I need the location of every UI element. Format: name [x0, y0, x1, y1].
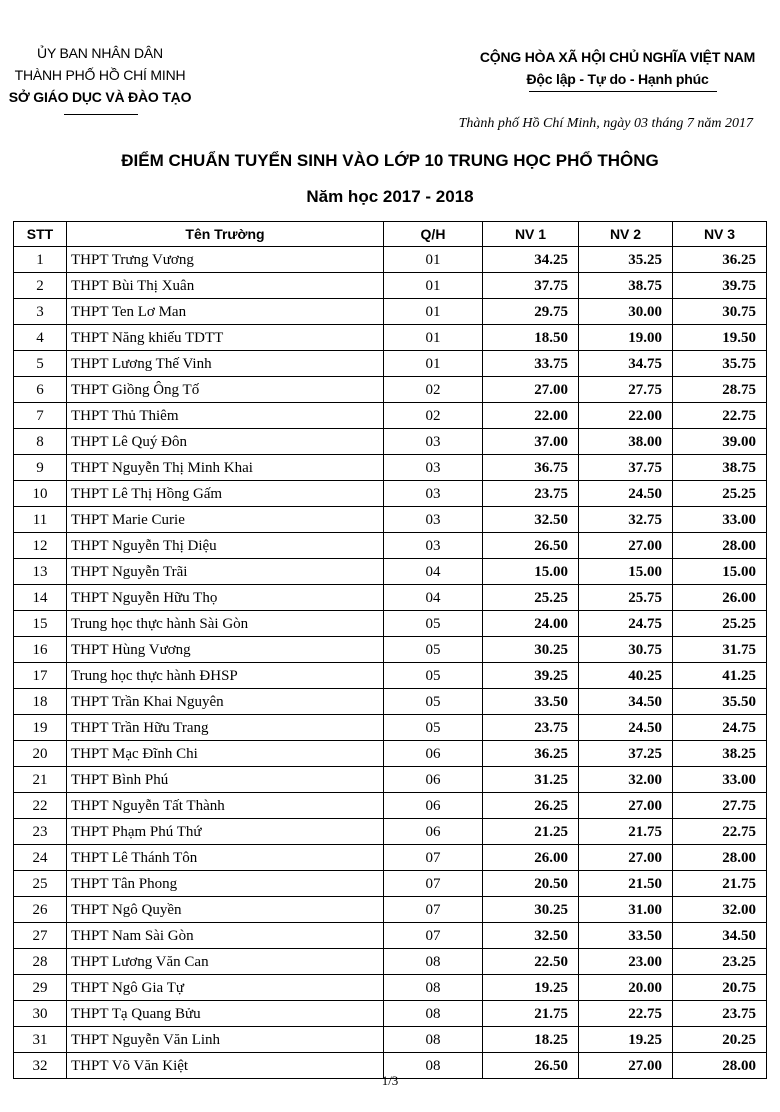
table-row	[14, 741, 767, 767]
cell-stt: 27	[14, 923, 67, 949]
table-row	[14, 949, 767, 975]
cell-nv2: 24.50	[579, 481, 673, 507]
cell-school-name: THPT Hùng Vương	[67, 637, 384, 663]
cell-nv3: 33.00	[673, 767, 767, 793]
cell-district: 04	[384, 585, 483, 611]
table-row	[14, 845, 767, 871]
table-row	[14, 247, 767, 273]
cell-nv2: 38.00	[579, 429, 673, 455]
cell-nv2: 27.75	[579, 377, 673, 403]
cell-nv1: 26.50	[483, 533, 579, 559]
cell-nv2: 21.50	[579, 871, 673, 897]
cell-nv3: 25.25	[673, 611, 767, 637]
cell-district: 03	[384, 481, 483, 507]
cell-school-name: THPT Lê Thị Hồng Gấm	[67, 481, 384, 507]
table-row	[14, 533, 767, 559]
cell-nv2: 19.00	[579, 325, 673, 351]
cell-stt: 18	[14, 689, 67, 715]
cell-stt: 30	[14, 1001, 67, 1027]
cell-district: 08	[384, 975, 483, 1001]
cell-stt: 22	[14, 793, 67, 819]
cell-nv1: 31.25	[483, 767, 579, 793]
cell-school-name: THPT Nguyễn Thị Diệu	[67, 533, 384, 559]
cell-nv2: 27.00	[579, 845, 673, 871]
col-header-nv1: NV 1	[483, 222, 579, 247]
authority-line-1: ỦY BAN NHÂN DÂN	[37, 45, 163, 61]
cell-nv3: 22.75	[673, 819, 767, 845]
motto-line-1: CỘNG HÒA XÃ HỘI CHỦ NGHĨA VIỆT NAM	[479, 49, 756, 65]
motto-line-2: Độc lập - Tự do - Hạnh phúc	[526, 71, 709, 87]
cell-nv3: 39.00	[673, 429, 767, 455]
cell-school-name: THPT Võ Văn Kiệt	[67, 1053, 384, 1079]
cell-stt: 4	[14, 325, 67, 351]
cell-nv3: 30.75	[673, 299, 767, 325]
cell-nv3: 28.00	[673, 533, 767, 559]
table-row	[14, 1001, 767, 1027]
cell-stt: 20	[14, 741, 67, 767]
table-row	[14, 559, 767, 585]
cell-school-name: THPT Thủ Thiêm	[67, 403, 384, 429]
cell-school-name: THPT Tạ Quang Bửu	[67, 1001, 384, 1027]
cell-school-name: THPT Lương Văn Can	[67, 949, 384, 975]
table-row	[14, 923, 767, 949]
cell-nv3: 38.25	[673, 741, 767, 767]
cell-district: 07	[384, 845, 483, 871]
cell-nv2: 34.50	[579, 689, 673, 715]
cell-stt: 13	[14, 559, 67, 585]
cell-nv2: 24.50	[579, 715, 673, 741]
cell-school-name: THPT Ngô Quyền	[67, 897, 384, 923]
cell-district: 08	[384, 949, 483, 975]
cell-district: 03	[384, 507, 483, 533]
table-row	[14, 325, 767, 351]
col-header-district: Q/H	[384, 222, 483, 247]
cell-nv2: 30.75	[579, 637, 673, 663]
cell-nv1: 37.75	[483, 273, 579, 299]
table-row	[14, 481, 767, 507]
authority-underline	[64, 114, 138, 115]
cell-nv2: 37.25	[579, 741, 673, 767]
cell-nv3: 35.50	[673, 689, 767, 715]
cell-nv2: 15.00	[579, 559, 673, 585]
cell-nv1: 22.50	[483, 949, 579, 975]
cell-nv1: 26.50	[483, 1053, 579, 1079]
table-header-row	[14, 222, 767, 247]
cell-nv3: 31.75	[673, 637, 767, 663]
cell-stt: 3	[14, 299, 67, 325]
cell-nv1: 33.75	[483, 351, 579, 377]
cell-school-name: THPT Lê Quý Đôn	[67, 429, 384, 455]
cell-nv1: 22.00	[483, 403, 579, 429]
cell-stt: 32	[14, 1053, 67, 1079]
cell-school-name: Trung học thực hành ĐHSP	[67, 663, 384, 689]
cell-stt: 19	[14, 715, 67, 741]
cell-school-name: THPT Bùi Thị Xuân	[67, 273, 384, 299]
cell-nv3: 22.75	[673, 403, 767, 429]
cell-district: 06	[384, 793, 483, 819]
cell-district: 04	[384, 559, 483, 585]
cell-stt: 12	[14, 533, 67, 559]
cell-nv1: 19.25	[483, 975, 579, 1001]
col-header-nv3: NV 3	[673, 222, 767, 247]
cell-nv2: 27.00	[579, 793, 673, 819]
page-title: ĐIỂM CHUẨN TUYỂN SINH VÀO LỚP 10 TRUNG HỌC PHỔ THÔNG	[121, 151, 659, 170]
cell-nv2: 38.75	[579, 273, 673, 299]
cell-nv2: 24.75	[579, 611, 673, 637]
cell-nv1: 18.25	[483, 1027, 579, 1053]
cell-stt: 7	[14, 403, 67, 429]
cell-district: 01	[384, 273, 483, 299]
cell-nv2: 22.00	[579, 403, 673, 429]
cell-nv3: 21.75	[673, 871, 767, 897]
cell-nv1: 26.00	[483, 845, 579, 871]
cell-nv2: 23.00	[579, 949, 673, 975]
cell-stt: 9	[14, 455, 67, 481]
authority-line-2: THÀNH PHỐ HỒ CHÍ MINH	[14, 67, 186, 83]
cell-school-name: THPT Giồng Ông Tố	[67, 377, 384, 403]
table-body	[14, 247, 767, 1079]
cell-district: 06	[384, 741, 483, 767]
table-row	[14, 897, 767, 923]
cell-stt: 14	[14, 585, 67, 611]
cell-nv3: 28.00	[673, 1053, 767, 1079]
cell-nv3: 33.00	[673, 507, 767, 533]
cell-district: 03	[384, 533, 483, 559]
cell-district: 01	[384, 325, 483, 351]
cell-stt: 23	[14, 819, 67, 845]
table-row	[14, 975, 767, 1001]
cell-district: 08	[384, 1027, 483, 1053]
table-row	[14, 351, 767, 377]
cell-school-name: THPT Trưng Vương	[67, 247, 384, 273]
cell-school-name: THPT Trần Hữu Trang	[67, 715, 384, 741]
cell-stt: 2	[14, 273, 67, 299]
cell-district: 05	[384, 611, 483, 637]
cell-nv3: 41.25	[673, 663, 767, 689]
cell-nv2: 21.75	[579, 819, 673, 845]
cell-nv3: 35.75	[673, 351, 767, 377]
cell-nv2: 33.50	[579, 923, 673, 949]
cell-nv3: 24.75	[673, 715, 767, 741]
cell-nv3: 23.75	[673, 1001, 767, 1027]
cell-nv1: 27.00	[483, 377, 579, 403]
cell-nv2: 32.75	[579, 507, 673, 533]
cell-nv1: 24.00	[483, 611, 579, 637]
table-row	[14, 793, 767, 819]
cell-school-name: THPT Bình Phú	[67, 767, 384, 793]
cell-nv1: 23.75	[483, 715, 579, 741]
cell-district: 05	[384, 689, 483, 715]
cell-stt: 28	[14, 949, 67, 975]
col-header-school: Tên Trường	[67, 222, 384, 247]
cell-district: 07	[384, 923, 483, 949]
cell-district: 06	[384, 819, 483, 845]
cell-stt: 15	[14, 611, 67, 637]
table-row	[14, 663, 767, 689]
cell-nv3: 27.75	[673, 793, 767, 819]
table-row	[14, 637, 767, 663]
cell-nv3: 20.75	[673, 975, 767, 1001]
cell-nv1: 29.75	[483, 299, 579, 325]
table-row	[14, 767, 767, 793]
cell-nv3: 19.50	[673, 325, 767, 351]
cell-nv3: 28.75	[673, 377, 767, 403]
cell-nv2: 34.75	[579, 351, 673, 377]
table-row	[14, 299, 767, 325]
cell-nv1: 23.75	[483, 481, 579, 507]
cell-district: 05	[384, 637, 483, 663]
cell-nv1: 34.25	[483, 247, 579, 273]
cell-nv2: 27.00	[579, 533, 673, 559]
cell-nv3: 34.50	[673, 923, 767, 949]
table-row	[14, 403, 767, 429]
cell-nv1: 39.25	[483, 663, 579, 689]
cell-school-name: THPT Nguyễn Văn Linh	[67, 1027, 384, 1053]
cell-nv2: 30.00	[579, 299, 673, 325]
table-row	[14, 871, 767, 897]
cell-stt: 1	[14, 247, 67, 273]
cell-nv1: 32.50	[483, 507, 579, 533]
admission-score-table	[13, 221, 767, 1079]
cell-nv3: 36.25	[673, 247, 767, 273]
cell-stt: 17	[14, 663, 67, 689]
page-number: 1/3	[381, 1073, 399, 1088]
table-row	[14, 689, 767, 715]
cell-nv3: 39.75	[673, 273, 767, 299]
cell-nv1: 32.50	[483, 923, 579, 949]
table-row	[14, 585, 767, 611]
cell-stt: 11	[14, 507, 67, 533]
cell-nv2: 19.25	[579, 1027, 673, 1053]
cell-stt: 8	[14, 429, 67, 455]
cell-nv1: 36.25	[483, 741, 579, 767]
col-header-stt: STT	[14, 222, 67, 247]
cell-district: 03	[384, 429, 483, 455]
cell-stt: 21	[14, 767, 67, 793]
cell-stt: 6	[14, 377, 67, 403]
national-motto	[470, 46, 765, 90]
table-row	[14, 455, 767, 481]
cell-school-name: Trung học thực hành Sài Gòn	[67, 611, 384, 637]
cell-nv1: 20.50	[483, 871, 579, 897]
cell-district: 01	[384, 299, 483, 325]
cell-school-name: THPT Nguyễn Thị Minh Khai	[67, 455, 384, 481]
cell-nv1: 30.25	[483, 637, 579, 663]
cell-district: 02	[384, 403, 483, 429]
cell-nv2: 40.25	[579, 663, 673, 689]
cell-district: 05	[384, 715, 483, 741]
authority-line-3: SỞ GIÁO DỤC VÀ ĐÀO TẠO	[8, 89, 192, 105]
document-date: Thành phố Hồ Chí Minh, ngày 03 tháng 7 năm 2017	[458, 116, 753, 131]
cell-nv2: 27.00	[579, 1053, 673, 1079]
cell-stt: 5	[14, 351, 67, 377]
cell-nv3: 32.00	[673, 897, 767, 923]
cell-nv1: 26.25	[483, 793, 579, 819]
cell-school-name: THPT Marie Curie	[67, 507, 384, 533]
cell-nv1: 25.25	[483, 585, 579, 611]
cell-stt: 16	[14, 637, 67, 663]
cell-nv3: 23.25	[673, 949, 767, 975]
cell-school-name: THPT Lương Thế Vinh	[67, 351, 384, 377]
motto-underline	[529, 91, 717, 92]
table-row	[14, 507, 767, 533]
cell-nv1: 37.00	[483, 429, 579, 455]
cell-school-name: THPT Nam Sài Gòn	[67, 923, 384, 949]
table-row	[14, 611, 767, 637]
cell-stt: 29	[14, 975, 67, 1001]
col-header-nv2: NV 2	[579, 222, 673, 247]
cell-district: 02	[384, 377, 483, 403]
table-row	[14, 819, 767, 845]
table-row	[14, 429, 767, 455]
cell-nv2: 25.75	[579, 585, 673, 611]
cell-stt: 31	[14, 1027, 67, 1053]
cell-school-name: THPT Tân Phong	[67, 871, 384, 897]
cell-nv3: 20.25	[673, 1027, 767, 1053]
cell-nv3: 15.00	[673, 559, 767, 585]
table-row	[14, 273, 767, 299]
cell-school-name: THPT Nguyễn Trãi	[67, 559, 384, 585]
table-row	[14, 715, 767, 741]
cell-district: 07	[384, 897, 483, 923]
cell-district: 08	[384, 1053, 483, 1079]
issuing-authority	[0, 42, 200, 108]
cell-district: 07	[384, 871, 483, 897]
cell-nv3: 25.25	[673, 481, 767, 507]
cell-nv1: 33.50	[483, 689, 579, 715]
cell-district: 05	[384, 663, 483, 689]
cell-district: 08	[384, 1001, 483, 1027]
cell-nv3: 28.00	[673, 845, 767, 871]
cell-district: 01	[384, 351, 483, 377]
cell-school-name: THPT Năng khiếu TDTT	[67, 325, 384, 351]
cell-nv2: 31.00	[579, 897, 673, 923]
cell-nv2: 22.75	[579, 1001, 673, 1027]
cell-district: 06	[384, 767, 483, 793]
cell-stt: 25	[14, 871, 67, 897]
cell-nv1: 30.25	[483, 897, 579, 923]
cell-stt: 24	[14, 845, 67, 871]
table-row	[14, 377, 767, 403]
cell-nv2: 20.00	[579, 975, 673, 1001]
cell-nv2: 35.25	[579, 247, 673, 273]
cell-district: 03	[384, 455, 483, 481]
cell-school-name: THPT Trần Khai Nguyên	[67, 689, 384, 715]
page-subtitle: Năm học 2017 - 2018	[306, 187, 474, 206]
cell-nv1: 36.75	[483, 455, 579, 481]
cell-nv3: 38.75	[673, 455, 767, 481]
cell-nv2: 32.00	[579, 767, 673, 793]
table-row	[14, 1027, 767, 1053]
cell-nv1: 15.00	[483, 559, 579, 585]
cell-school-name: THPT Phạm Phú Thứ	[67, 819, 384, 845]
cell-school-name: THPT Nguyễn Hữu Thọ	[67, 585, 384, 611]
cell-nv1: 18.50	[483, 325, 579, 351]
cell-nv2: 37.75	[579, 455, 673, 481]
cell-stt: 26	[14, 897, 67, 923]
cell-nv1: 21.75	[483, 1001, 579, 1027]
cell-district: 01	[384, 247, 483, 273]
cell-school-name: THPT Ten Lơ Man	[67, 299, 384, 325]
cell-school-name: THPT Lê Thánh Tôn	[67, 845, 384, 871]
cell-school-name: THPT Ngô Gia Tự	[67, 975, 384, 1001]
cell-nv3: 26.00	[673, 585, 767, 611]
cell-stt: 10	[14, 481, 67, 507]
cell-school-name: THPT Mạc Đĩnh Chi	[67, 741, 384, 767]
cell-nv1: 21.25	[483, 819, 579, 845]
cell-school-name: THPT Nguyễn Tất Thành	[67, 793, 384, 819]
